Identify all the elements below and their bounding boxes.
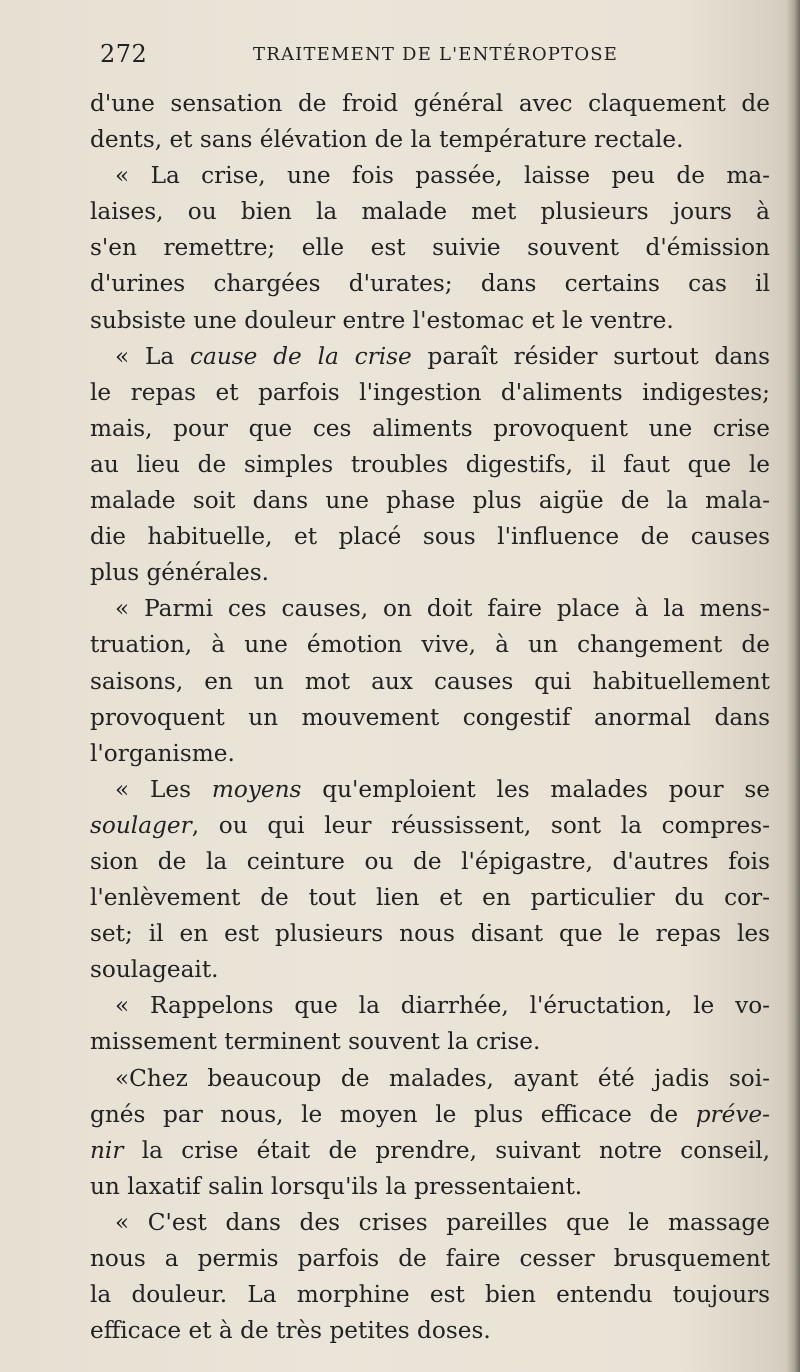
text-line: missement terminent souvent la crise. (90, 1028, 541, 1056)
text-line: dents, et sans élévation de la température rectale. (90, 126, 684, 154)
text-segment: , ou qui leur réussissent, sont la compres- (191, 811, 770, 839)
text-line: un laxatif salin lorsqu'ils la pressentaient. (90, 1172, 583, 1200)
text-line: « La crise, une fois passée, laisse peu de ma- (115, 162, 770, 190)
text-segment: qu'emploient les malades pour se (301, 775, 770, 803)
text-line: au lieu de simples troubles digestifs, il faut que le (90, 450, 770, 478)
text-line: truation, à une émotion vive, à un changement de (90, 631, 770, 659)
text-line: d'urines chargées d'urates; dans certains cas il (90, 270, 770, 298)
text-line: nous a permis parfois de faire cesser brusquement (90, 1245, 770, 1272)
text-line (90, 339, 770, 375)
text-line: soulageait. (90, 956, 219, 984)
text-line: subsiste une douleur entre l'estomac et le ventre. (90, 306, 674, 334)
running-head: TRAITEMENT DE L'ENTÉROPTOSE (253, 44, 619, 65)
text-line: set; il en est plusieurs nous disant que le repas les (90, 920, 770, 948)
text-line (90, 1061, 770, 1097)
text-segment: « Les (115, 775, 212, 803)
text-line: « Parmi ces causes, on doit faire place à la mens- (115, 595, 770, 623)
text-line: s'en remettre; elle est suivie souvent d'émission (90, 234, 770, 262)
text-segment: gnés par nous, le moyen le plus efficace de (90, 1100, 696, 1128)
page-number: 272 (100, 40, 148, 68)
italic-segment: soulager (90, 811, 192, 839)
text-segment: paraît résider surtout dans (411, 342, 770, 370)
text-line: « Rappelons que la diarrhée, l'éructation, le vo- (115, 992, 770, 1020)
italic-segment: moyens (211, 775, 302, 803)
text-line: provoquent un mouvement congestif anormal dans (90, 703, 770, 731)
text-line: sion de la ceinture ou de l'épigastre, d'autres fois (90, 847, 770, 875)
text-line: l'enlèvement de tout lien et en particulier du cor- (90, 884, 770, 912)
text-line (90, 808, 770, 844)
text-line: efficace et à de très petites doses. (90, 1317, 491, 1345)
italic-segment: préve- (695, 1100, 770, 1128)
text-line (90, 772, 770, 808)
text-line: malade soit dans une phase plus aigüe de la mala- (90, 487, 770, 515)
page-header (100, 40, 760, 76)
text-line: le repas et parfois l'ingestion d'aliments indigestes; (90, 378, 770, 406)
text-line (90, 1097, 770, 1133)
text-line (90, 1133, 770, 1169)
page-edge-shadow (786, 0, 800, 1372)
text-line: mais, pour que ces aliments provoquent une crise (90, 414, 770, 442)
text-line: plus générales. (90, 559, 270, 587)
text-line: la douleur. La morphine est bien entendu toujours (90, 1281, 770, 1309)
body-text (90, 86, 770, 1349)
text-line: die habituelle, et placé sous l'influence de causes (90, 523, 770, 551)
text-line: « C'est dans des crises pareilles que le massage (115, 1208, 770, 1236)
text-segment: la crise était de prendre, suivant notre conseil, (123, 1136, 770, 1164)
text-segment: « La (115, 342, 191, 370)
text-line: l'organisme. (90, 739, 235, 767)
italic-segment: cause de la crise (190, 342, 412, 370)
text-segment: «Chez beaucoup de malades, ayant été jadis soi- (115, 1064, 770, 1092)
text-line: laises, ou bien la malade met plusieurs jours à (90, 198, 770, 226)
text-line: saisons, en un mot aux causes qui habituellement (90, 667, 770, 695)
text-line: d'une sensation de froid général avec claquement de (90, 90, 770, 117)
italic-segment: nir (90, 1136, 124, 1164)
